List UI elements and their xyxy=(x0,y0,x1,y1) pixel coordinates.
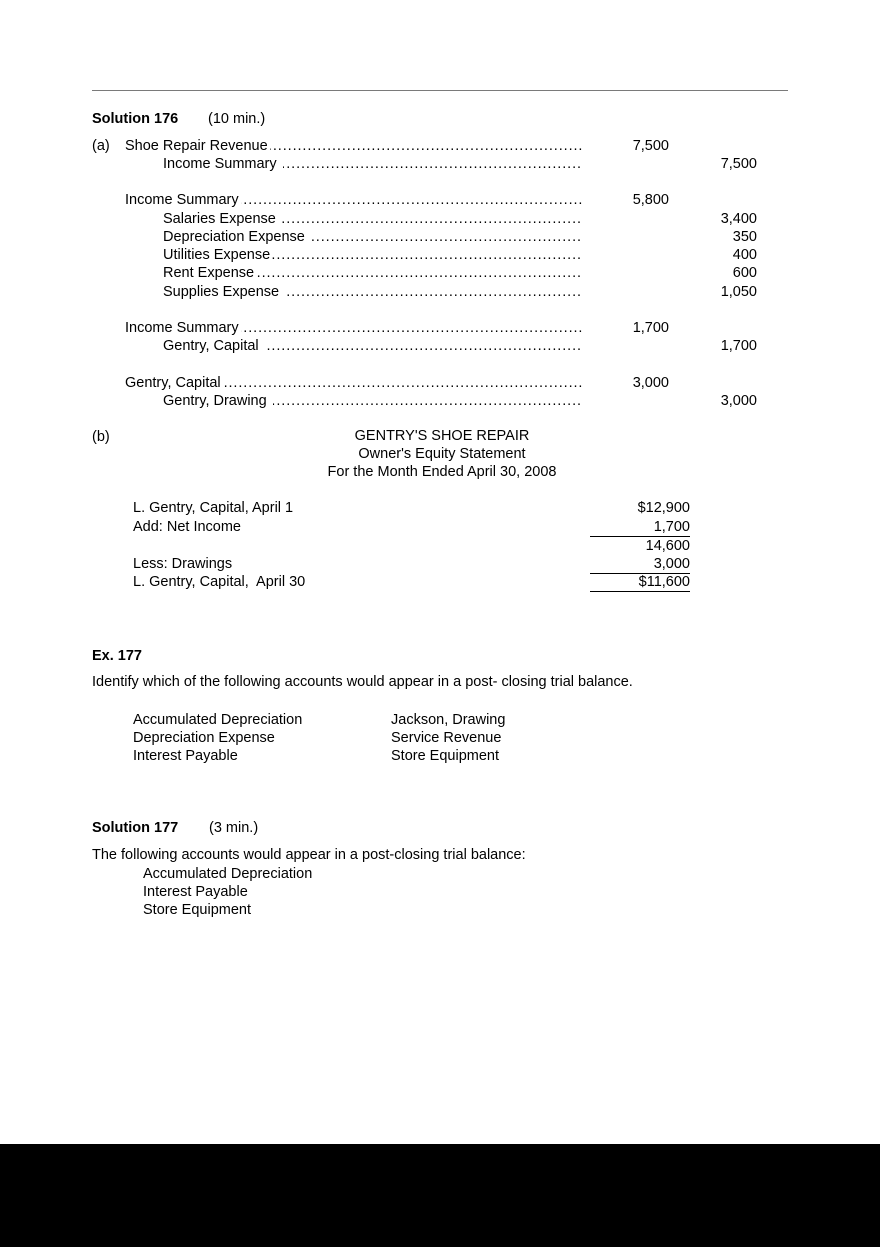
credit-amount: 600 xyxy=(670,265,757,281)
account-list-item: Accumulated Depreciation xyxy=(133,712,303,728)
credit-amount: 350 xyxy=(670,229,757,245)
credit-amount: 400 xyxy=(670,247,757,263)
account-name: Supplies Expense xyxy=(163,284,284,300)
statement-row-value: 14,600 xyxy=(645,538,690,554)
statement-row xyxy=(92,538,792,557)
statement-title: Owner's Equity Statement xyxy=(358,446,526,462)
statement-row xyxy=(92,556,792,575)
debit-amount: 3,000 xyxy=(582,375,669,391)
statement-period: For the Month Ended April 30, 2008 xyxy=(327,464,557,480)
credit-amount: 7,500 xyxy=(670,156,757,172)
debit-amount: 5,800 xyxy=(582,192,669,208)
journal-line xyxy=(92,284,792,302)
credit-amount: 1,700 xyxy=(670,338,757,354)
account-list-item: Interest Payable xyxy=(143,884,248,900)
statement-row-value: 3,000 xyxy=(590,556,690,574)
page-bottom-black-bar xyxy=(0,1144,880,1247)
statement-row-value: $12,900 xyxy=(637,500,690,516)
statement-row-value: $11,600 xyxy=(590,574,690,592)
credit-amount: 3,000 xyxy=(670,393,757,409)
account-name: Income Summary xyxy=(163,156,281,172)
account-name: Income Summary xyxy=(125,192,239,208)
account-list-item: Store Equipment xyxy=(391,748,500,764)
journal-line xyxy=(92,247,792,265)
journal-line xyxy=(92,229,792,247)
account-list-item: Jackson, Drawing xyxy=(391,712,506,728)
account-list-item: Interest Payable xyxy=(133,748,238,764)
statement-row-label: Less: Drawings xyxy=(133,556,233,572)
statement-row xyxy=(92,519,792,538)
journal-line xyxy=(92,320,792,338)
statement-row-value: 1,700 xyxy=(590,519,690,537)
solution-177-prompt: The following accounts would appear in a post-closing trial balance: xyxy=(92,847,526,863)
statement-row xyxy=(92,500,792,519)
account-name: Income Summary xyxy=(125,320,239,336)
journal-line xyxy=(92,156,792,174)
journal-line xyxy=(92,138,792,156)
credit-amount: 3,400 xyxy=(670,211,757,227)
journal-line xyxy=(92,338,792,356)
solution-176-time: (10 min.) xyxy=(208,111,266,127)
header-divider-rule xyxy=(92,90,788,91)
statement-row xyxy=(92,574,792,593)
statement-row-label: L. Gentry, Capital, April 30 xyxy=(133,574,306,590)
part-a-label: (a) xyxy=(92,138,110,154)
ex-177-title: Ex. 177 xyxy=(92,648,142,664)
account-list-item: Depreciation Expense xyxy=(133,730,275,746)
account-name: Depreciation Expense xyxy=(163,229,309,245)
debit-amount: 7,500 xyxy=(582,138,669,154)
account-name: Rent Expense xyxy=(163,265,255,281)
journal-line xyxy=(92,393,792,411)
solution-177-title: Solution 177 xyxy=(92,820,179,836)
account-name: Gentry, Drawing xyxy=(163,393,271,409)
solution-176-title: Solution 176 xyxy=(92,111,179,127)
account-list-item: Store Equipment xyxy=(143,902,252,918)
journal-line xyxy=(92,192,792,210)
account-name: Gentry, Capital xyxy=(125,375,221,391)
journal-line xyxy=(92,265,792,283)
credit-amount: 1,050 xyxy=(670,284,757,300)
journal-line xyxy=(92,211,792,229)
statement-company-name: GENTRY'S SHOE REPAIR xyxy=(354,428,530,444)
statement-row-label: Add: Net Income xyxy=(133,519,241,535)
debit-amount: 1,700 xyxy=(582,320,669,336)
account-list-item: Accumulated Depreciation xyxy=(143,866,313,882)
solution-177-time: (3 min.) xyxy=(209,820,259,836)
statement-row-label: L. Gentry, Capital, April 1 xyxy=(133,500,294,516)
part-b-label: (b) xyxy=(92,429,110,445)
journal-line xyxy=(92,375,792,393)
account-name: Salaries Expense xyxy=(163,211,280,227)
account-name: Shoe Repair Revenue xyxy=(125,138,268,154)
account-name: Gentry, Capital xyxy=(163,338,263,354)
account-list-item: Service Revenue xyxy=(391,730,502,746)
account-name: Utilities Expense xyxy=(163,247,271,263)
ex-177-prompt: Identify which of the following accounts would appear in a post- closing trial balance. xyxy=(92,674,633,690)
